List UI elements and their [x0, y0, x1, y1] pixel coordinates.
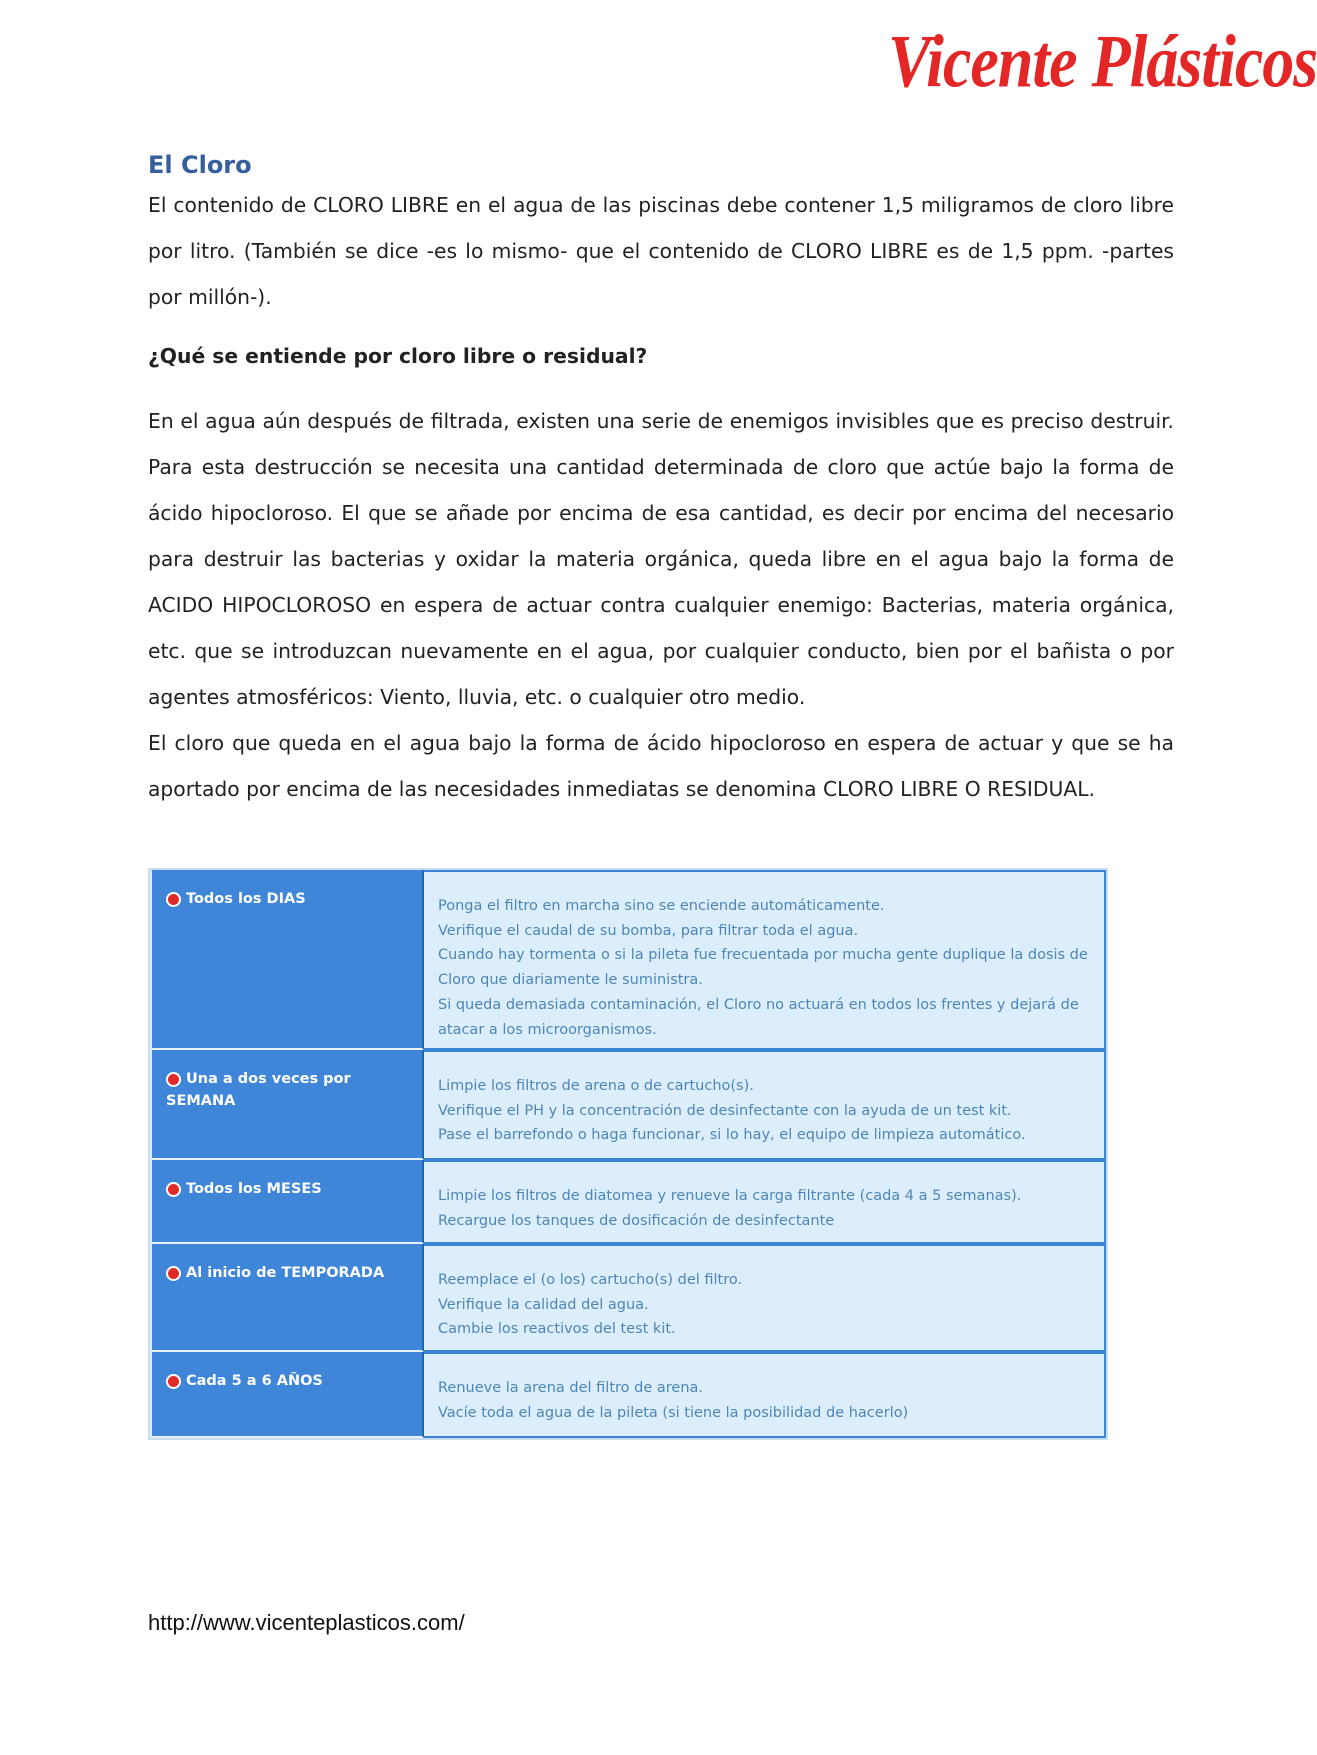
frequency-label: Cada 5 a 6 AÑOS [186, 1373, 323, 1389]
page-title: El Cloro [148, 151, 252, 179]
brand-logo: Vicente Plásticos [888, 19, 1317, 103]
task-item: Recargue los tanques de dosificación de desinfectante [438, 1212, 835, 1229]
task-item: Si queda demasiada contaminación, el Cloro no actuará en todos los frentes y dejará de atacar a los microorganismos. [438, 996, 1079, 1038]
table-row [152, 1244, 1106, 1352]
body-paragraph-1: En el agua aún después de filtrada, existen una serie de enemigos invisibles que es preciso destruir. Para esta destrucción se necesita una cantidad determinada de cloro que actúe bajo la forma de ácido hipocloroso. El que se añade por encima de esa cantidad, es decir por encima del necesario para destruir las bacterias y oxidar la materia orgánica, queda libre en el agua bajo la forma de ACIDO HIPOCLOROSO en espera de actuar contra cualquier enemigo: Bacterias, materia orgánica, etc. que se introduzcan nuevamente en el agua, por cualquier conducto, bien por el bañista o por agentes atmosféricos: Viento, lluvia, etc. o cualquier otro medio. [148, 409, 1174, 709]
tasks-cell [424, 1244, 1106, 1352]
table-row [152, 1050, 1106, 1160]
section-heading: ¿Qué se entiende por cloro libre o residual? [148, 344, 648, 368]
bullet-icon [166, 1266, 181, 1281]
task-item: Vacíe toda el agua de la pileta (si tiene la posibilidad de hacerlo) [438, 1404, 909, 1421]
article [148, 148, 1174, 801]
footer-url[interactable]: http://www.vicenteplasticos.com/ [148, 1610, 465, 1635]
frequency-cell [152, 1352, 424, 1438]
maintenance-schedule-table [148, 868, 1108, 1440]
task-item: Renueve la arena del filtro de arena. [438, 1380, 704, 1396]
task-item: Limpie los filtros de arena o de cartucho(s). [438, 1078, 754, 1094]
task-item: Ponga el filtro en marcha sino se enciende automáticamente. [438, 898, 885, 914]
tasks-cell [424, 1352, 1106, 1438]
section-body [148, 398, 1174, 812]
bullet-icon [166, 1374, 181, 1389]
frequency-cell [152, 870, 424, 1050]
bullet-icon [166, 892, 181, 907]
table-row [152, 870, 1106, 1050]
task-item: Limpie los filtros de diatomea y renueve la carga filtrante (cada 4 a 5 semanas). [438, 1188, 1022, 1204]
table-row [152, 1160, 1106, 1244]
body-paragraph-2: El cloro que queda en el agua bajo la forma de ácido hipocloroso en espera de actuar y que se ha aportado por encima de las necesidades inmediatas se denomina CLORO LIBRE O RESIDUAL. [148, 731, 1174, 801]
intro-paragraph: El contenido de CLORO LIBRE en el agua de las piscinas debe contener 1,5 miligramos de cloro libre por litro. (También se dice -es lo mismo- que el contenido de CLORO LIBRE es de 1,5 ppm. -partes por millón-). [148, 193, 1174, 309]
frequency-label: Todos los DIAS [186, 891, 306, 907]
task-item: Verifique la calidad del agua. [438, 1296, 649, 1313]
frequency-label: Todos los MESES [186, 1181, 322, 1197]
tasks-cell [424, 870, 1106, 1050]
bullet-icon [166, 1182, 181, 1197]
table-row [152, 1352, 1106, 1438]
tasks-cell [424, 1160, 1106, 1244]
tasks-cell [424, 1050, 1106, 1160]
frequency-label: Una a dos veces por SEMANA [166, 1071, 351, 1109]
task-item: Cambie los reactivos del test kit. [438, 1321, 676, 1338]
frequency-cell [152, 1050, 424, 1160]
task-item: Pase el barrefondo o haga funcionar, si lo hay, el equipo de limpieza automático. [438, 1127, 1026, 1144]
task-item: Reemplace el (o los) cartucho(s) del filtro. [438, 1272, 743, 1288]
task-item: Verifique el PH y la concentración de desinfectante con la ayuda de un test kit. [438, 1102, 1012, 1119]
task-item: Verifique el caudal de su bomba, para filtrar toda el agua. [438, 922, 859, 939]
task-item: Cuando hay tormenta o si la pileta fue frecuentada por mucha gente duplique la dosis de Cloro que diariamente le suministra. [438, 947, 1088, 989]
frequency-label: Al inicio de TEMPORADA [186, 1265, 385, 1281]
frequency-cell [152, 1160, 424, 1244]
frequency-cell [152, 1244, 424, 1352]
